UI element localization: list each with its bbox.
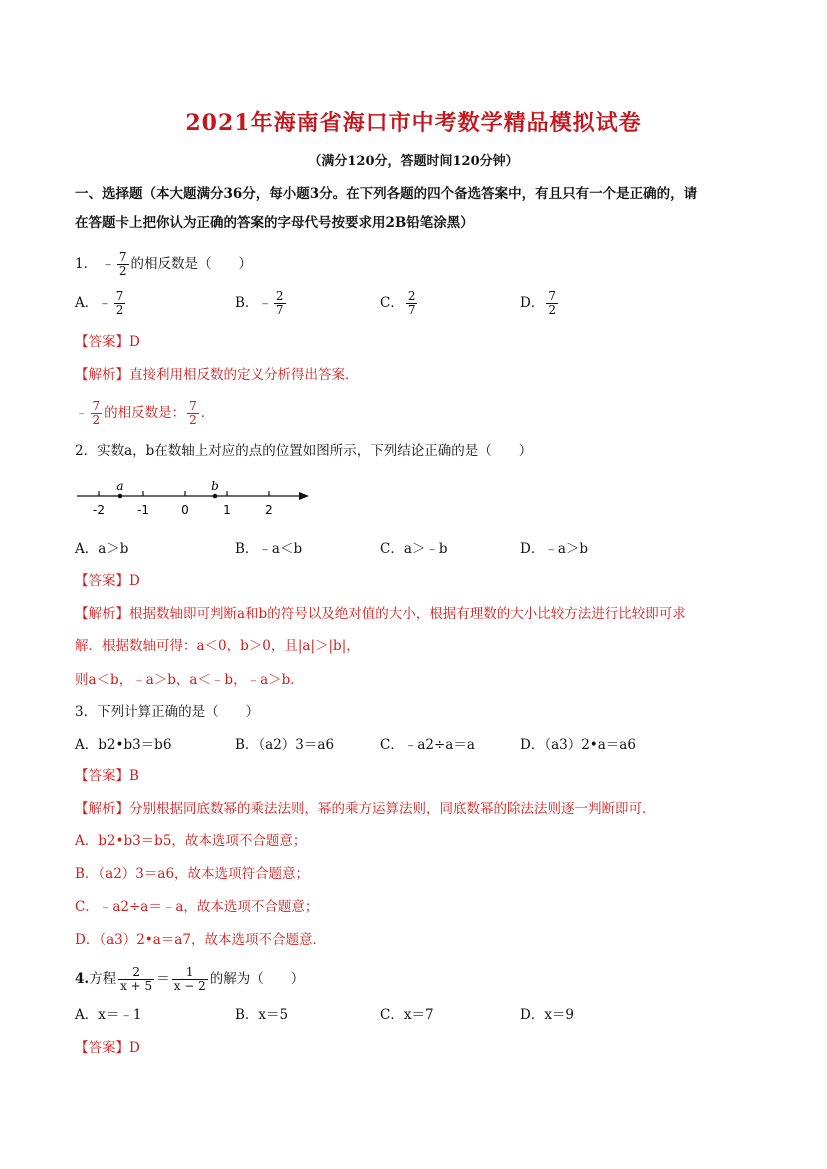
option-d[interactable]: D．（a3）2•a＝a6 — [520, 737, 636, 753]
fraction: $\frac{7}{2}$ — [118, 250, 127, 278]
tick-label: 2 — [265, 503, 273, 517]
option-b[interactable]: B．x＝5 — [235, 1007, 289, 1023]
option-d[interactable]: D． $\frac{7}{2}$ — [520, 289, 556, 317]
analysis-2: 【解析】根据数轴即可判断a和b的符号以及绝对值的大小，根据有理数的大小比较方法进行比较即可求 — [75, 606, 686, 622]
question-4-options — [75, 1000, 755, 1030]
option-d[interactable]: D．﹣a＞b — [520, 541, 589, 557]
tick-label: 0 — [181, 503, 189, 517]
analysis-1: 【解析】直接利用相反数的定义分析得出答案． — [75, 367, 359, 383]
tick-label: -1 — [137, 503, 149, 517]
tick-label: -2 — [93, 503, 105, 517]
question-3: 3．下列计算正确的是（ ） — [75, 704, 260, 720]
option-a[interactable]: A．x＝﹣1 — [75, 1007, 142, 1023]
option-b[interactable]: B．﹣ $\frac{2}{7}$ — [235, 289, 284, 317]
solution-3c: C．﹣a2÷a＝﹣a，故本选项不合题意； — [75, 899, 319, 915]
number-line-figure — [75, 478, 325, 520]
option-a[interactable]: A．﹣ $\frac{7}{2}$ — [75, 289, 124, 317]
analysis-2-line2: 解．根据数轴可得：a＜0，b＞0，且|a|＞|b|， — [75, 638, 360, 654]
question-4: 4.方程 $\frac{2}{x + 5}$ ＝ $\frac{1}{x - 2}$ 的解为（ ） — [75, 965, 305, 993]
solution-3d: D．（a3）2•a＝a7，故本选项不合题意． — [75, 932, 326, 948]
question-number: 1． — [75, 256, 98, 272]
solution-1: ﹣ $\frac{7}{2}$ 的相反数是： $\frac{7}{2}$ ． — [75, 399, 215, 427]
question-2: 2．实数a，b在数轴上对应的点的位置如图所示，下列结论正确的是（ ） — [75, 443, 533, 459]
minus-sign: ﹣ — [101, 256, 115, 272]
option-b[interactable]: B．﹣a＜b — [235, 541, 303, 557]
label-a: a — [116, 479, 124, 493]
answer-3: 【答案】B — [75, 768, 139, 784]
section-heading-line2: 在答题卡上把你认为正确的答案的字母代号按要求用2B铅笔涂黑） — [75, 215, 474, 231]
analysis-3: 【解析】分别根据同底数幂的乘法法则，幂的乘方运算法则，同底数幂的除法法则逐一判断即可． — [75, 801, 656, 817]
arrow-head-icon — [299, 492, 309, 500]
option-c[interactable]: C．a＞﹣b — [380, 541, 448, 557]
question-2-options — [75, 534, 755, 564]
label-b: b — [211, 479, 219, 493]
option-a[interactable]: A．a＞b — [75, 541, 129, 557]
option-d[interactable]: D．x＝9 — [520, 1007, 575, 1023]
analysis-2-line3: 则a＜b，﹣a＞b，a＜﹣b，﹣a＞b． — [75, 672, 304, 688]
option-b[interactable]: B．（a2）3＝a6 — [235, 737, 335, 753]
answer-1: 【答案】D — [75, 334, 140, 350]
tick-label: 1 — [223, 503, 231, 517]
section-heading-line1: 一、选择题（本大题满分36分，每小题3分。在下列各题的四个备选答案中，有且只有一个是正确的，请 — [75, 186, 698, 202]
solution-3b: B．（a2）3＝a6，故本选项符合题意； — [75, 866, 310, 882]
question-text: 的相反数是（ ） — [130, 256, 253, 272]
page-subtitle: （满分120分，答题时间120分钟） — [308, 154, 519, 169]
solution-3a: A．b2•b3＝b5，故本选项不合题意； — [75, 833, 307, 849]
question-3-options — [75, 730, 755, 760]
option-c[interactable]: C．x＝7 — [380, 1007, 434, 1023]
option-c[interactable]: C． $\frac{2}{7}$ — [380, 289, 416, 317]
option-c[interactable]: C．﹣a2÷a＝a — [380, 737, 475, 753]
point-b — [213, 494, 218, 499]
option-a[interactable]: A．b2•b3＝b6 — [75, 737, 172, 753]
answer-4: 【答案】D — [75, 1040, 140, 1056]
point-a — [118, 494, 123, 499]
answer-2: 【答案】D — [75, 573, 140, 589]
page-title: 2021年海南省海口市中考数学精品模拟试卷 — [185, 110, 642, 136]
question-1-options — [75, 288, 755, 318]
question-1 — [75, 251, 252, 278]
